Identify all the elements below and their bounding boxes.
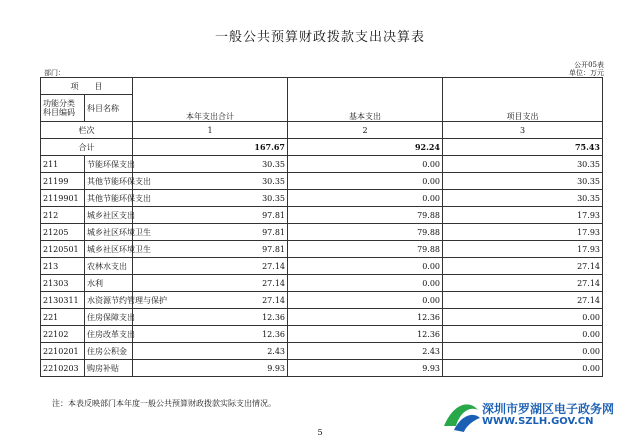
row-project: 27.14 [443,258,603,275]
table-row [41,360,603,377]
table-row [41,207,603,224]
row-total: 27.14 [133,275,288,292]
row-project: 30.35 [443,173,603,190]
page-number: 5 [317,428,323,437]
total-project: 75.43 [443,139,603,156]
row-basic: 79.88 [288,207,443,224]
row-total: 30.35 [133,190,288,207]
row-basic: 12.36 [288,309,443,326]
row-total: 30.35 [133,156,288,173]
table-row [41,173,603,190]
row-total: 30.35 [133,173,288,190]
row-total: 9.93 [133,360,288,377]
row-total: 97.81 [133,241,288,258]
row-name: 城乡社区支出 [85,207,133,224]
total-basic: 92.24 [288,139,443,156]
row-name: 住房保障支出 [85,309,133,326]
total-label: 合计 [41,139,133,156]
header-total: 本年支出合计 [133,78,288,122]
row-project: 27.14 [443,292,603,309]
header-item: 项 目 [41,78,133,95]
row-code: 21303 [41,275,85,292]
footer-note: 注：本表反映部门本年度一般公共预算财政拨款实际支出情况。 [52,399,276,408]
index-3: 3 [443,122,603,139]
header-project: 项目支出 [443,78,603,122]
header-basic: 基本支出 [288,78,443,122]
table-row [41,258,603,275]
table-row [41,309,603,326]
table-row [41,292,603,309]
row-project: 0.00 [443,343,603,360]
row-name: 购房补贴 [85,360,133,377]
header-subject-name: 科目名称 [85,95,133,122]
table-body [41,156,603,377]
watermark-line1: 深圳市罗湖区电子政务网 [482,402,615,416]
row-code: 213 [41,258,85,275]
row-project: 17.93 [443,241,603,258]
form-code: 公开05表 [574,61,604,69]
row-code: 221 [41,309,85,326]
row-name: 住房公积金 [85,343,133,360]
row-total: 2.43 [133,343,288,360]
header-func-code: 功能分类科目编码 [41,95,85,122]
row-name: 住房改革支出 [85,326,133,343]
total-total: 167.67 [133,139,288,156]
row-basic: 0.00 [288,190,443,207]
table-row [41,224,603,241]
table-row [41,190,603,207]
row-project: 0.00 [443,326,603,343]
row-name: 城乡社区环境卫生 [85,241,133,258]
row-code: 2130311 [41,292,85,309]
row-code: 211 [41,156,85,173]
row-total: 12.36 [133,326,288,343]
row-basic: 0.00 [288,173,443,190]
row-code: 2120501 [41,241,85,258]
index-1: 1 [133,122,288,139]
row-name: 节能环保支出 [85,156,133,173]
row-name: 其他节能环保支出 [85,190,133,207]
row-project: 17.93 [443,207,603,224]
row-project: 0.00 [443,309,603,326]
row-code: 22102 [41,326,85,343]
row-code: 2210201 [41,343,85,360]
row-project: 30.35 [443,190,603,207]
department-label: 部门： [44,69,65,77]
row-code: 2119901 [41,190,85,207]
row-code: 212 [41,207,85,224]
row-project: 30.35 [443,156,603,173]
index-2: 2 [288,122,443,139]
total-row [41,139,603,156]
row-name: 其他节能环保支出 [85,173,133,190]
watermark-line2: WWW.SZLH.GOV.CN [482,416,594,427]
unit-label: 单位：万元 [569,69,604,77]
page-title: 一般公共预算财政拨款支出决算表 [214,30,425,45]
row-basic: 0.00 [288,258,443,275]
row-code: 21199 [41,173,85,190]
table-row [41,326,603,343]
row-name: 水资源节约管理与保护 [85,292,133,309]
row-code: 2210203 [41,360,85,377]
row-name: 城乡社区环境卫生 [85,224,133,241]
row-total: 97.81 [133,207,288,224]
row-name: 水利 [85,275,133,292]
table-row [41,241,603,258]
row-total: 27.14 [133,258,288,275]
row-basic: 2.43 [288,343,443,360]
row-basic: 0.00 [288,292,443,309]
row-total: 97.81 [133,224,288,241]
row-total: 12.36 [133,309,288,326]
table-row [41,275,603,292]
row-code: 21205 [41,224,85,241]
row-project: 0.00 [443,360,603,377]
row-basic: 9.93 [288,360,443,377]
row-basic: 79.88 [288,241,443,258]
index-row [41,122,603,139]
row-basic: 12.36 [288,326,443,343]
row-basic: 0.00 [288,156,443,173]
header-row-1 [41,78,603,95]
row-basic: 79.88 [288,224,443,241]
expenditure-table [40,77,603,377]
row-project: 27.14 [443,275,603,292]
row-total: 27.14 [133,292,288,309]
table-row [41,343,603,360]
row-name: 农林水支出 [85,258,133,275]
index-label: 栏次 [41,122,133,139]
row-project: 17.93 [443,224,603,241]
row-basic: 0.00 [288,275,443,292]
table-row [41,156,603,173]
